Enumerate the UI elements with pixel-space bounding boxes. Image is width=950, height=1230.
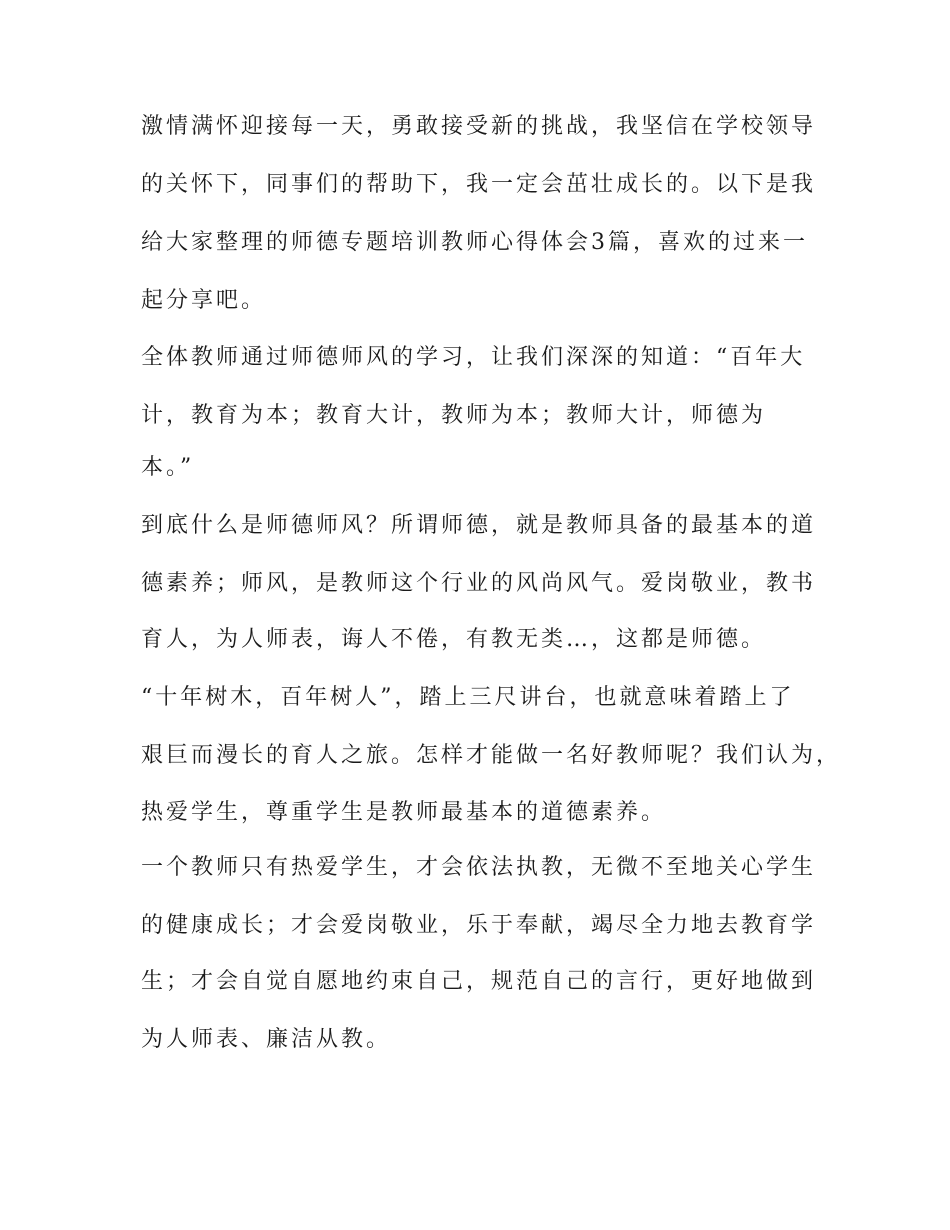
- text-line: 起分享吧。: [141, 288, 267, 313]
- text-line: 全体教师通过师德师风的学习，让我们深深的知道：“百年大: [141, 345, 806, 370]
- text-line: 激情满怀迎接每一天，勇敢接受新的挑战，我坚信在学校领导: [141, 114, 817, 139]
- text-line: 的健康成长；才会爱岗敬业，乐于奉献，竭尽全力地去教育学: [141, 913, 817, 938]
- text-line: 到底什么是师德师风？所谓师德，就是教师具备的最基本的道: [141, 513, 817, 538]
- text-line: 艰巨而漫长的育人之旅。怎样才能做一名好教师呢？我们认为，: [141, 743, 842, 768]
- text-line: 计，教育为本；教育大计，教师为本；教师大计，师德为: [141, 403, 767, 428]
- text-line: 为人师表、廉洁从教。: [141, 1027, 392, 1052]
- text-line: 一个教师只有热爱学生，才会依法执教，无微不至地关心学生: [141, 855, 817, 880]
- text-line: 热爱学生，尊重学生是教师最基本的道德素养。: [141, 800, 667, 825]
- text-line: “十年树木，百年树人”，踏上三尺讲台，也就意味着踏上了: [141, 685, 795, 710]
- text-line: 生；才会自觉自愿地约束自己，规范自己的言行，更好地做到: [141, 969, 817, 994]
- text-line: 的关怀下，同事们的帮助下，我一定会茁壮成长的。以下是我: [141, 172, 817, 197]
- text-line: 给大家整理的师德专题培训教师心得体会3篇，喜欢的过来一: [141, 230, 808, 255]
- text-line: 育人，为人师表，诲人不倦，有教无类…，这都是师德。: [141, 627, 767, 652]
- text-line: 本。”: [141, 455, 195, 480]
- text-line: 德素养；师风，是教师这个行业的风尚风气。爱岗敬业，教书: [141, 571, 817, 596]
